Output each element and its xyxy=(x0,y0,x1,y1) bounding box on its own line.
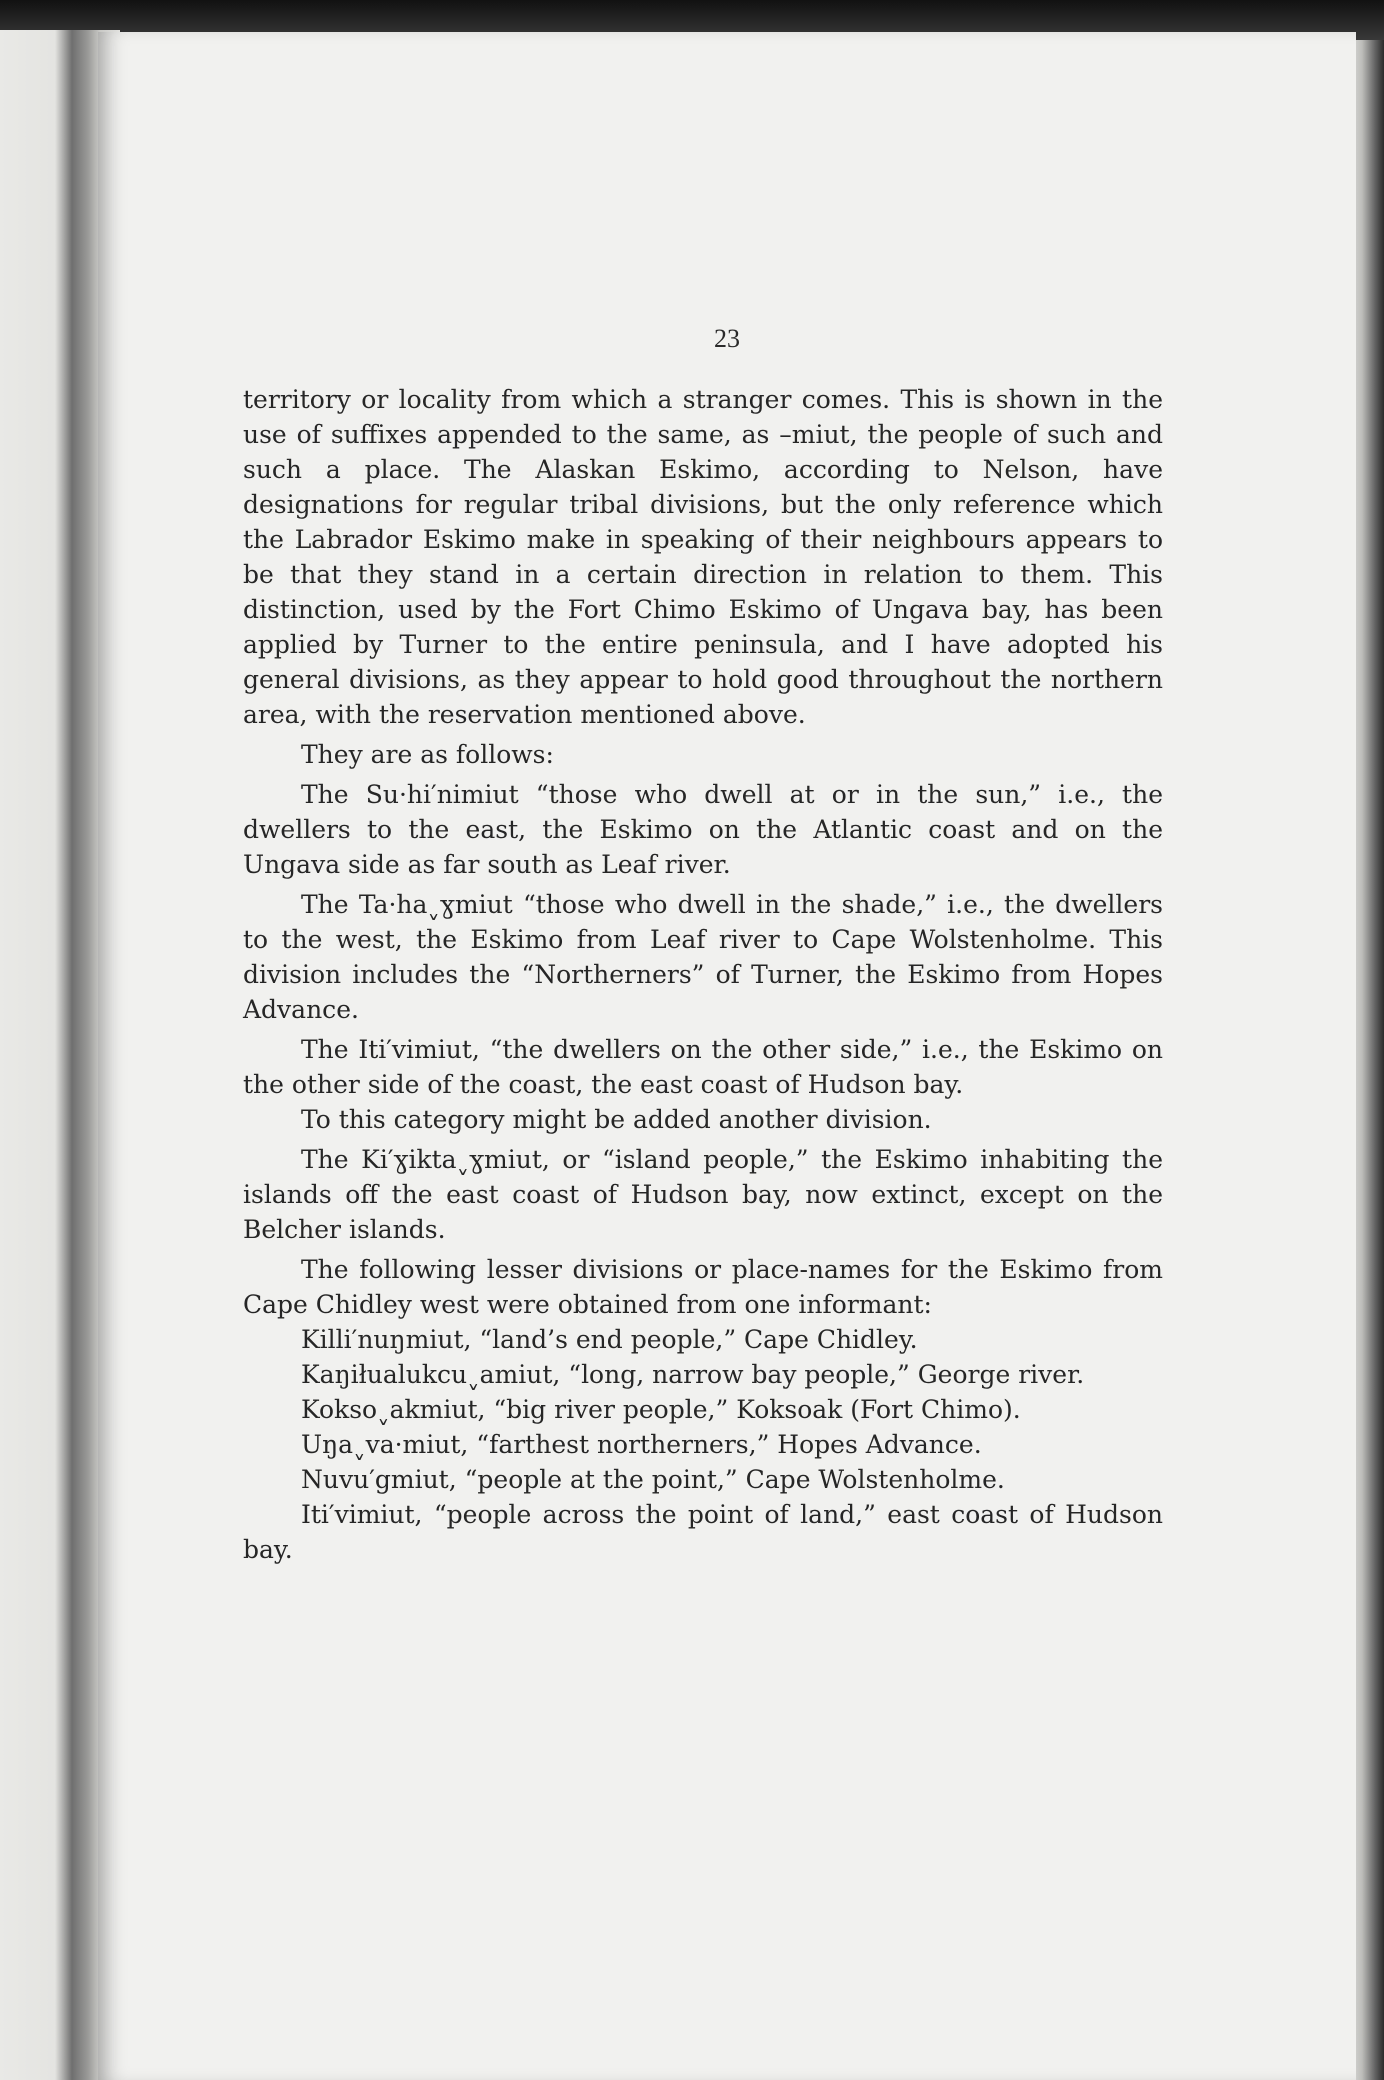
paragraph-as-follows: They are as follows: xyxy=(301,740,554,769)
paragraph-territory: territory or locality from which a stranger comes. This is shown in the use of suffixes appended to the same, as –miut, the people of such and such a place. The Alaskan Eskimo, according to Nelson, have designations for regular tribal divisions, but the only reference which the Labrador Eskimo make in speaking of their neighbours appears to be that they stand in a certain direction in relation to them. This distinction, used by the Fort Chimo Eskimo of Ungava bay, has been applied by Turner to the entire peninsula, and I have adopted his general divisions, as they appear to hold good throughout the northern area, with the reservation mentioned above. xyxy=(243,385,1163,729)
list-item-itivimiut: Iti′vimiut, “people across the point of land,” east coast of Hudson bay. xyxy=(243,1500,1163,1564)
paragraph-lesser-divisions: The following lesser divisions or place-names for the Eskimo from Cape Chidley west were obtained from one informant: xyxy=(243,1255,1163,1319)
page-number: 23 xyxy=(714,324,740,353)
paragraph-kiyiktaymiut: The Ki′ɣiktaˬɣmiut, or “island people,” the Eskimo inhabiting the islands off the east coast of Hudson bay, now extinct, except on the Belcher islands. xyxy=(243,1145,1163,1244)
list-item-unavamiut: Uŋaˬva·miut, “farthest northerners,” Hopes Advance. xyxy=(301,1430,982,1459)
paragraph-itivimiut: The Iti′vimiut, “the dwellers on the other side,” i.e., the Eskimo on the other side of the coast, the east coast of Hudson bay. xyxy=(243,1035,1163,1099)
list-item-nuvugmiut: Nuvu′gmiut, “people at the point,” Cape Wolstenholme. xyxy=(301,1465,1005,1494)
paragraph-another-division: To this category might be added another division. xyxy=(301,1105,932,1134)
body-text xyxy=(243,382,1163,1567)
list-item-killinunmiut: Killi′nuŋmiut, “land’s end people,” Cape Chidley. xyxy=(301,1325,918,1354)
paragraph-suhinimiut: The Su·hi′nimiut “those who dwell at or in the sun,” i.e., the dwellers to the east, the Eskimo on the Atlantic coast and on the Ungava side as far south as Leaf river. xyxy=(243,780,1163,879)
paragraph-tahaymiut: The Ta·haˬɣmiut “those who dwell in the shade,” i.e., the dwellers to the west, the Eskimo from Leaf river to Cape Wolstenholme. This division includes the “Northerners” of Turner, the Eskimo from Hopes Advance. xyxy=(243,890,1163,1024)
list-item-koksoakmiut: Koksoˬakmiut, “big river people,” Koksoak (Fort Chimo). xyxy=(301,1395,1021,1424)
book-page xyxy=(98,32,1356,2080)
list-item-kanilualukcuamiut: Kaŋiłualukcuˬamiut, “long, narrow bay people,” George river. xyxy=(301,1360,1085,1389)
